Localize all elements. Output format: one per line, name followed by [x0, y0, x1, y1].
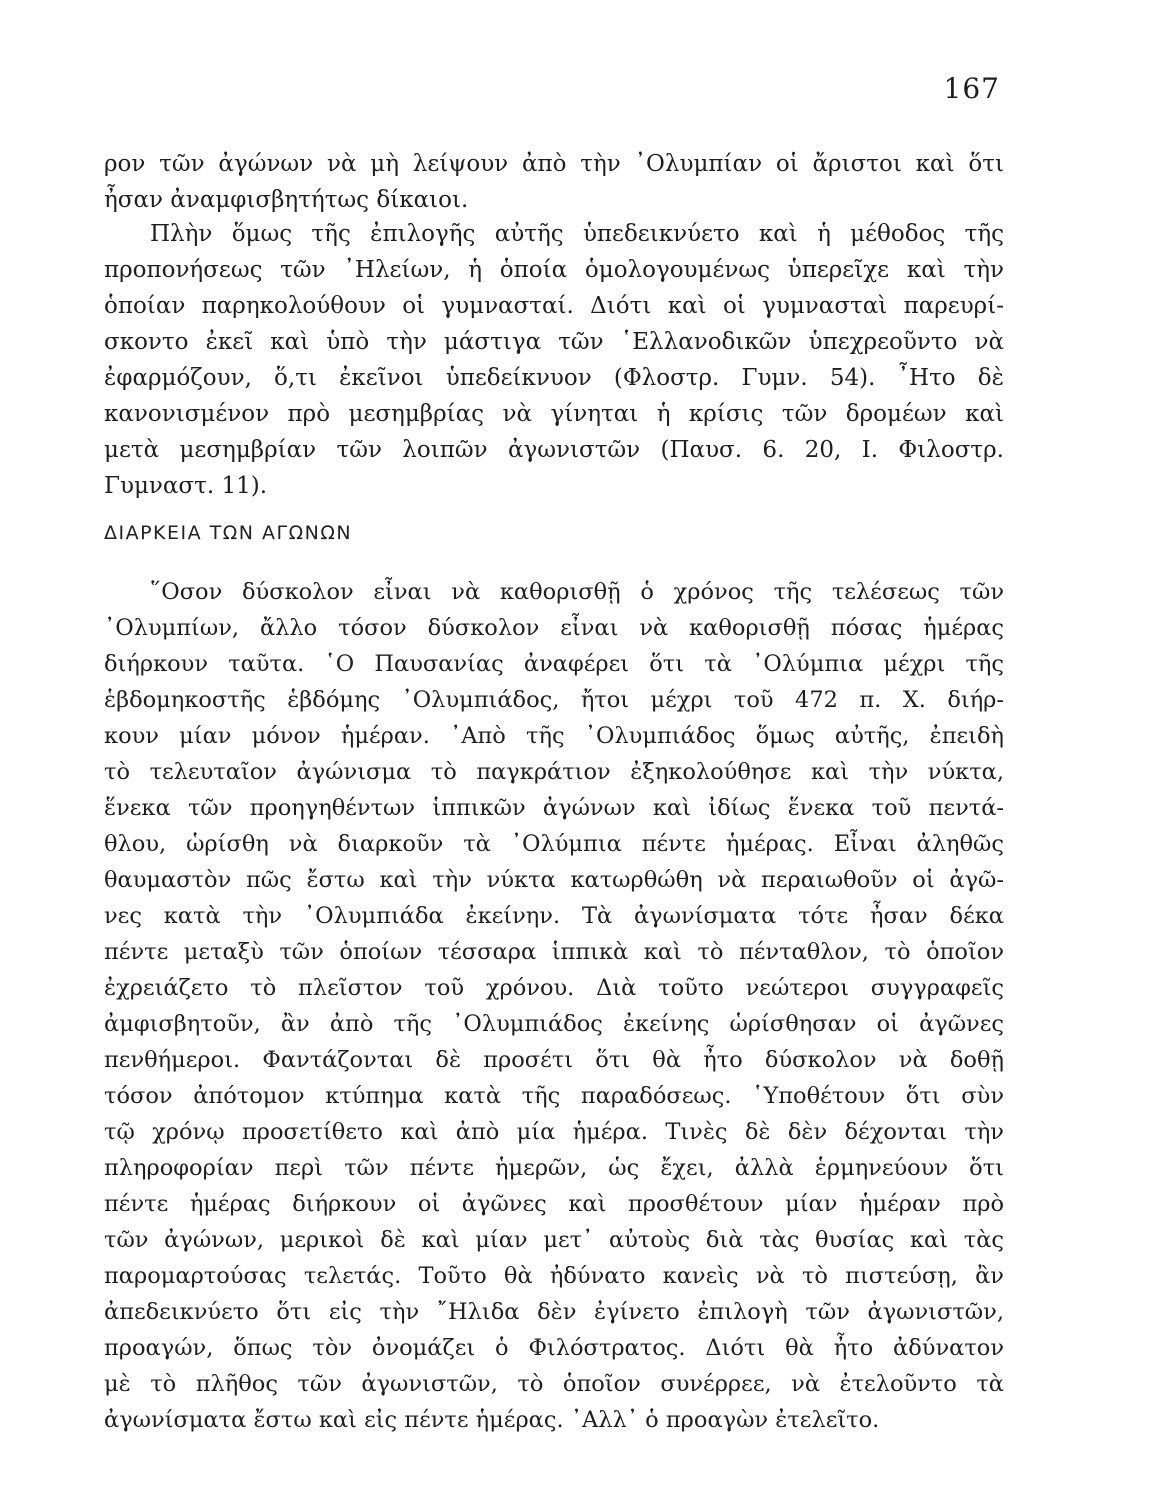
text-line: προαγών, ὅπως τὸν ὀνομάζει ὁ Φιλόστρατος. Διότι θὰ ἦτο ἀδύνατον: [104, 1335, 1004, 1361]
text-line: ᾿Ολυμπίων, ἄλλο τόσον δύσκολον εἶναι νὰ καθορισθῇ πόσας ἡμέρας: [104, 615, 1004, 641]
text-line: κανονισμένον πρὸ μεσημβρίας νὰ γίνηται ἡ κρίσις τῶν δρομέων καὶ: [104, 401, 1004, 427]
text-line: ἀγωνίσματα ἔστω καὶ εἰς πέντε ἡμέρας. ᾿Αλλ᾿ ὁ προαγὼν ἐτελεῖτο.: [104, 1407, 880, 1433]
text-line: νες κατὰ τὴν ᾿Ολυμπιάδα ἐκείνην. Τὰ ἀγωνίσματα τότε ἦσαν δέκα: [104, 903, 1004, 929]
paragraph-continuation: [104, 146, 1004, 218]
page-number: 167: [943, 72, 1000, 105]
text-line: θαυμαστὸν πῶς ἔστω καὶ τὴν νύκτα κατωρθώθη νὰ περαιωθοῦν οἱ ἀγῶ-: [104, 867, 1004, 893]
text-line: πέντε ἡμέρας διήρκουν οἱ ἀγῶνες καὶ προσθέτουν μίαν ἡμέραν πρὸ: [104, 1191, 1004, 1217]
text-line: μὲ τὸ πλῆθος τῶν ἀγωνιστῶν, τὸ ὁποῖον συνέρρεε, νὰ ἐτελοῦντο τὰ: [104, 1371, 1004, 1397]
text-line: σκοντο ἐκεῖ καὶ ὑπὸ τὴν μάστιγα τῶν ῾Ελλανοδικῶν ὑπεχρεοῦντο νὰ: [104, 329, 1004, 355]
text-line: τῷ χρόνῳ προσετίθετο καὶ ἀπὸ μία ἡμέρα. Τινὲς δὲ δὲν δέχονται τὴν: [104, 1119, 1004, 1145]
text-line: τὸ τελευταῖον ἀγώνισμα τὸ παγκράτιον ἐξηκολούθησε καὶ τὴν νύκτα,: [104, 759, 1004, 785]
text-line: ἐχρειάζετο τὸ πλεῖστον τοῦ χρόνου. Διὰ τοῦτο νεώτεροι συγγραφεῖς: [104, 975, 1004, 1001]
text-line: διήρκουν ταῦτα. ῾Ο Παυσανίας ἀναφέρει ὅτι τὰ ᾿Ολύμπια μέχρι τῆς: [104, 651, 1004, 677]
text-line: ἑβδομηκοστῆς ἑβδόμης ᾿Ολυμπιάδος, ἤτοι μέχρι τοῦ 472 π. Χ. διήρ-: [104, 687, 1004, 713]
text-line: ὁποίαν παρηκολούθουν οἱ γυμνασταί. Διότι καὶ οἱ γυμνασταὶ παρευρί-: [104, 293, 1004, 319]
text-line: τόσον ἀπότομον κτύπημα κατὰ τῆς παραδόσεως. ῾Υποθέτουν ὅτι σὺν: [104, 1083, 1004, 1109]
text-line: ἐφαρμόζουν, ὅ,τι ἐκεῖνοι ὑπεδείκνυον (Φλοστρ. Γυμν. 54). ῏Ητο δὲ: [104, 365, 1004, 391]
text-line: τῶν ἀγώνων, μερικοὶ δὲ καὶ μίαν μετ᾿ αὐτοὺς διὰ τὰς θυσίας καὶ τὰς: [104, 1227, 1004, 1253]
text-line: πενθήμεροι. Φαντάζονται δὲ προσέτι ὅτι θὰ ἦτο δύσκολον νὰ δοθῇ: [104, 1047, 1004, 1073]
text-line: παρομαρτούσας τελετάς. Τοῦτο θὰ ἠδύνατο κανεὶς νὰ τὸ πιστεύσῃ, ἂν: [104, 1263, 1004, 1289]
text-line: πέντε μεταξὺ τῶν ὁποίων τέσσαρα ἱππικὰ καὶ τὸ πένταθλον, τὸ ὁποῖον: [104, 939, 1004, 965]
text-line: Γυμναστ. 11).: [104, 473, 267, 499]
text-line: πληροφορίαν περὶ τῶν πέντε ἡμερῶν, ὡς ἔχει, ἀλλὰ ἑρμηνεύουν ὅτι: [104, 1155, 1004, 1181]
section-heading: ΔΙΑΡΚΕΙΑ ΤΩΝ ΑΓΩΝΩΝ: [104, 522, 353, 544]
text-line: κουν μίαν μόνον ἡμέραν. ᾿Απὸ τῆς ᾿Ολυμπιάδος ὅμως αὐτῆς, ἐπειδὴ: [104, 723, 1004, 749]
text-line: προπονήσεως τῶν ᾿Ηλείων, ἡ ὁποία ὁμολογουμένως ὑπερεῖχε καὶ τὴν: [104, 257, 1004, 283]
text-line: Πλὴν ὅμως τῆς ἐπιλογῆς αὐτῆς ὑπεδεικνύετο καὶ ἡ μέθοδος τῆς: [150, 221, 1004, 247]
text-line: ῞Οσον δύσκολον εἶναι νὰ καθορισθῇ ὁ χρόνος τῆς τελέσεως τῶν: [150, 579, 1004, 605]
text-line: μετὰ μεσημβρίαν τῶν λοιπῶν ἀγωνιστῶν (Παυσ. 6. 20, Ι. Φιλοστρ.: [104, 437, 1004, 463]
text-line: θλου, ὡρίσθη νὰ διαρκοῦν τὰ ᾿Ολύμπια πέντε ἡμέρας. Εἶναι ἀληθῶς: [104, 831, 1004, 857]
text-line: ἀμφισβητοῦν, ἂν ἀπὸ τῆς ᾿Ολυμπιάδος ἐκείνης ὡρίσθησαν οἱ ἀγῶνες: [104, 1011, 1004, 1037]
text-line: ἀπεδεικνύετο ὅτι εἰς τὴν ῎Ηλιδα δὲν ἐγίνετο ἐπιλογὴ τῶν ἀγωνιστῶν,: [104, 1299, 1004, 1325]
paragraph-duration: [104, 574, 1004, 1438]
text-line: ἕνεκα τῶν προηγηθέντων ἱππικῶν ἀγώνων καὶ ἰδίως ἕνεκα τοῦ πεντά-: [104, 795, 1004, 821]
text-line: ἦσαν ἀναμφισβητήτως δίκαιοι.: [104, 187, 469, 213]
paragraph-training: [104, 216, 1004, 504]
text-line: ρον τῶν ἀγώνων νὰ μὴ λείψουν ἀπὸ τὴν ᾿Ολυμπίαν οἱ ἄριστοι καὶ ὅτι: [104, 151, 1004, 177]
